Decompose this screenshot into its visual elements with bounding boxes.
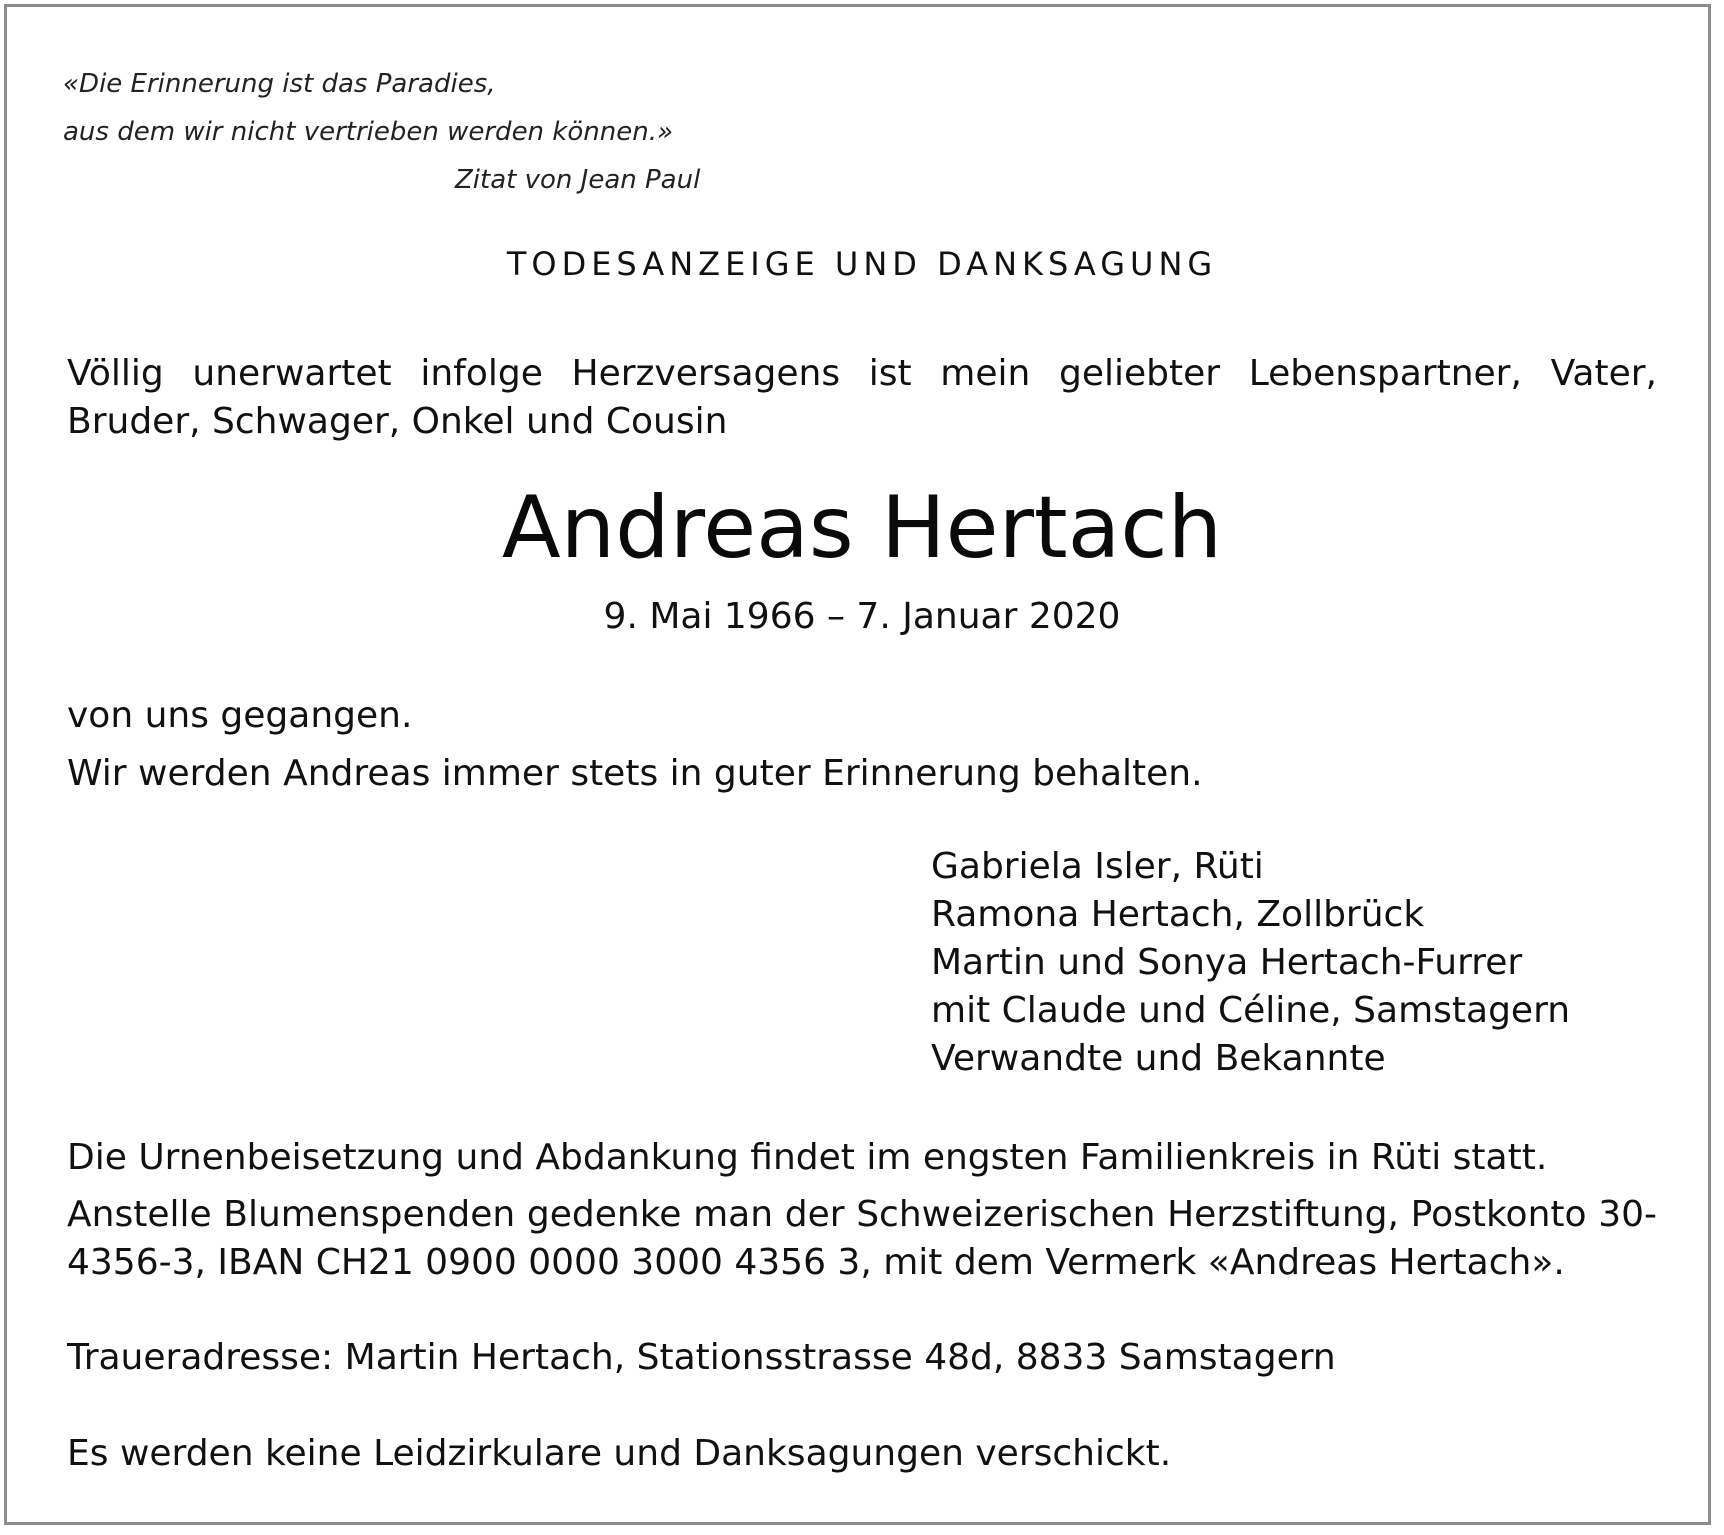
quote-line-2: aus dem wir nicht vertrieben werden können.»: [63, 117, 674, 147]
intro-text: Völlig unerwartet infolge Herzversagens ist mein geliebter Lebenspartner, Vater, Bruder, Schwager, Onkel und Cousin: [67, 353, 1657, 442]
signer: mit Claude und Céline, Samstagern: [931, 990, 1571, 1031]
donation-text: Anstelle Blumenspenden gedenke man der Schweizerischen Herzstiftung, Postkonto 30-4356-3, IBAN CH21 0900 0000 3000 4356 3, mit dem Vermerk «Andreas Hertach».: [67, 1194, 1657, 1283]
quote-block: [63, 60, 700, 204]
signers-list: [931, 843, 1570, 1083]
mourning-address: Traueradresse: Martin Hertach, Stationsstrasse 48d, 8833 Samstagern: [67, 1337, 1336, 1378]
signer: Gabriela Isler, Rüti: [931, 846, 1264, 887]
remember-text: Wir werden Andreas immer stets in guter Erinnerung behalten.: [67, 753, 1203, 794]
burial-text: Die Urnenbeisetzung und Abdankung findet im engsten Familienkreis in Rüti statt.: [67, 1137, 1548, 1178]
notice-heading: TODESANZEIGE UND DANKSAGUNG: [506, 245, 1218, 283]
deceased-name: Andreas Hertach: [501, 478, 1223, 578]
signer: Martin und Sonya Hertach-Furrer: [931, 942, 1523, 983]
signer: Verwandte und Bekannte: [931, 1038, 1386, 1079]
signer: Ramona Hertach, Zollbrück: [931, 894, 1425, 935]
circular-notice: Es werden keine Leidzirkulare und Danksagungen verschickt.: [67, 1433, 1172, 1474]
quote-line-1: «Die Erinnerung ist das Paradies,: [63, 69, 496, 99]
quote-author: Zitat von Jean Paul: [455, 165, 701, 195]
passed-text: von uns gegangen.: [67, 695, 413, 736]
life-dates: 9. Mai 1966 – 7. Januar 2020: [603, 596, 1121, 637]
